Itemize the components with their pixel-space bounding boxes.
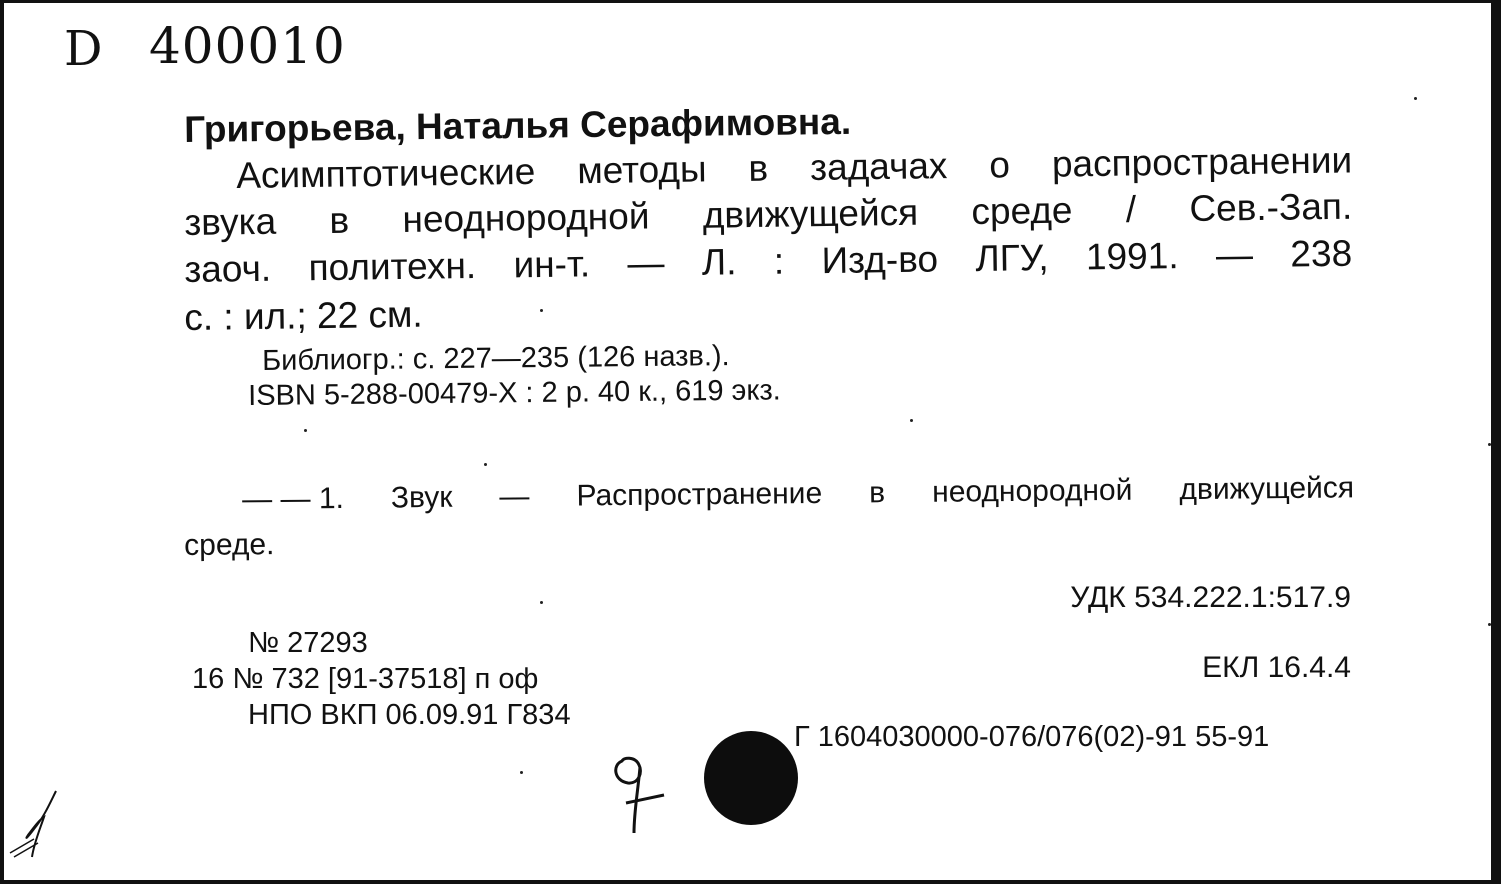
- handwritten-mark-icon: [604, 751, 684, 837]
- scan-speck: [540, 309, 543, 312]
- author-heading: Григорьева, Наталья Серафимовна.: [184, 100, 852, 150]
- npo-line: НПО ВКП 06.09.91 Г834: [248, 699, 571, 731]
- call-number-prefix: D: [64, 21, 103, 77]
- scan-speck: [1488, 623, 1491, 626]
- udk-code: УДК 534.222.1:517.9: [1070, 581, 1351, 614]
- scan-speck: [520, 771, 523, 774]
- scan-speck: [304, 429, 307, 432]
- publisher-code: Г 1604030000-076/076(02)-91 55-91: [794, 721, 1270, 753]
- bibliography-note: Библиогр.: с. 227—235 (126 назв.).: [262, 340, 730, 377]
- description-line-3: заоч. политехн. ин-т. — Л. : Изд-во ЛГУ, 1991. — 238: [184, 232, 1353, 290]
- margin-scribble-icon: [4, 783, 74, 863]
- subject-heading-line-2: среде.: [184, 528, 275, 562]
- record-number: № 27293: [248, 627, 368, 659]
- subject-heading-line-1: — — 1. Звук — Распространение в неоднородной движущейся: [242, 471, 1355, 516]
- registration-line: 16 № 732 [91-37518] п оф: [192, 663, 539, 695]
- description-line-1: Асимптотические методы в задачах о распространении: [236, 139, 1353, 196]
- filled-circle-mark: [704, 731, 798, 825]
- scan-speck: [484, 463, 487, 466]
- scan-speck: [540, 601, 543, 604]
- isbn-line: ISBN 5-288-00479-X : 2 р. 40 к., 619 экз.: [248, 374, 781, 412]
- description-line-2: звука в неоднородной движущейся среде / Сев.-Зап.: [184, 185, 1353, 243]
- scan-speck: [1414, 97, 1417, 100]
- ekl-code: ЕКЛ 16.4.4: [1202, 651, 1351, 684]
- scan-speck: [910, 419, 913, 422]
- scan-speck: [1488, 443, 1491, 446]
- description-line-4: с. : ил.; 22 см.: [184, 293, 423, 338]
- call-number: 400010: [149, 17, 346, 75]
